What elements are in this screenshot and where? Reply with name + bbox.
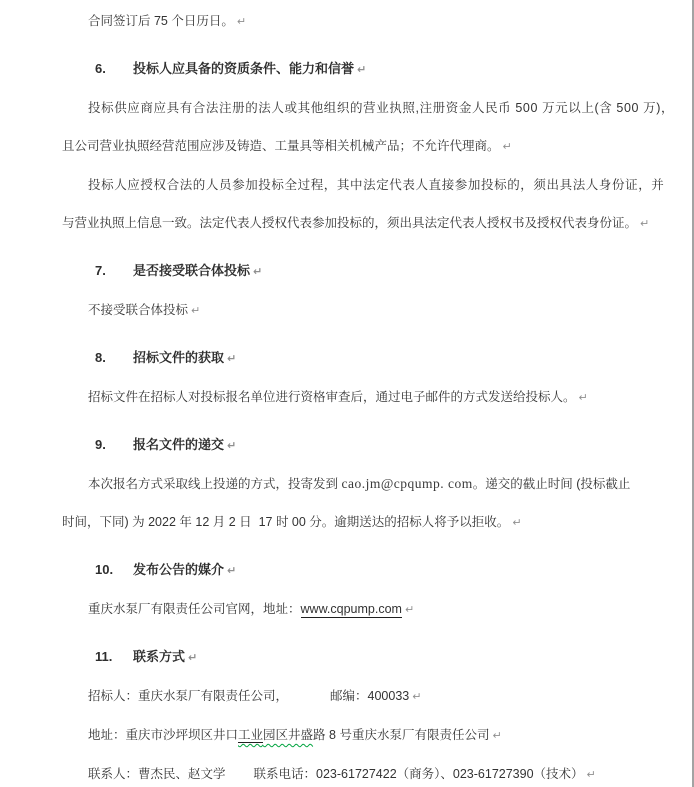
paragraph-text: 招标文件在招标人对投标报名单位进行资格审查后，通过电子邮件的方式发送给投标人。: [88, 390, 576, 404]
section-8-heading: [62, 348, 682, 369]
paragraph-mark-icon: ↵: [227, 439, 237, 452]
paragraph-text: 。递交的截止时间 (投标截止: [472, 477, 631, 491]
postcode-text: 邮编：400033: [330, 689, 410, 703]
paragraph-mark-icon: ↵: [253, 265, 263, 278]
section-10-para: [62, 599, 682, 620]
section-10-number: 10.: [95, 562, 114, 577]
paragraph-text: 合同签订后 75 个日历日。: [88, 14, 234, 28]
section-7-heading: [62, 261, 682, 282]
paragraph-text: 不接受联合体投标: [88, 303, 189, 317]
address-line: [62, 725, 682, 746]
paragraph-text: 投标供应商应具有合法注册的法人或其他组织的营业执照,注册资金人民币 500 万元以上(含 500 万)，: [88, 101, 675, 115]
submission-email-address: cao.jm@cpqump. com: [341, 476, 473, 491]
section-11-number: 11.: [95, 649, 113, 664]
section-10-title: 发布公告的媒介: [133, 562, 225, 577]
paragraph-mark-icon: ↵: [412, 690, 422, 703]
underlined-text: 工业: [238, 728, 264, 742]
paragraph-text: 时间，下同) 为 2022 年 12 月 2 日 17 时 00 分。逾期送达的招标人将予以拒收。: [62, 515, 510, 529]
paragraph-mark-icon: ↵: [227, 352, 237, 365]
section-11-heading: [62, 647, 682, 668]
section-10-heading: [62, 560, 682, 581]
tenderer-name-text: 招标人：重庆水泵厂有限责任公司，: [88, 689, 289, 703]
address-text: 路 8 号重庆水泵厂有限责任公司: [313, 728, 490, 742]
paragraph-text: 本次报名方式采取线上投递的方式，投寄发到: [88, 477, 342, 491]
section-9-title: 报名文件的递交: [133, 437, 225, 452]
section-9-para-line-1: [62, 474, 682, 494]
section-11-title: 联系方式: [133, 649, 186, 664]
section-6-para-1-line-1: [62, 98, 682, 118]
paragraph-mark-icon: ↵: [512, 516, 522, 529]
paragraph-mark-icon: ↵: [357, 63, 367, 76]
address-text: 地址：重庆市沙坪坝区井口: [88, 728, 239, 742]
section-7-title: 是否接受联合体投标: [133, 263, 251, 278]
section-8-para: [62, 387, 682, 408]
section-6-heading: [62, 59, 682, 80]
contacts-line: [62, 764, 682, 785]
section-6-para-2-line-2: [62, 213, 682, 234]
section-9-number: 9.: [95, 437, 106, 452]
paragraph-mark-icon: ↵: [404, 603, 415, 616]
paragraph-text: 投标人应授权合法的人员参加投标全过程，其中法定代表人直接参加投标的，须出具法人身份证，并: [88, 178, 665, 192]
company-website-link[interactable]: www.cqpump.com: [300, 602, 402, 616]
wavy-underline-text: 园区井盛: [263, 728, 314, 742]
section-6-para-2-line-1: [62, 175, 682, 195]
paragraph-mark-icon: ↵: [227, 564, 237, 577]
section-9-para-line-2: [62, 512, 682, 533]
paragraph-mark-icon: ↵: [586, 768, 596, 781]
paragraph-mark-icon: ↵: [578, 391, 588, 404]
paragraph-mark-icon: ↵: [640, 217, 650, 230]
paragraph-mark-icon: ↵: [188, 651, 198, 664]
tenderer-and-postcode-line: [62, 686, 682, 707]
contact-persons-text: 联系人：曹杰民、赵文学: [88, 767, 226, 781]
section-6-title: 投标人应具备的资质条件、能力和信誉: [133, 61, 355, 76]
section-8-title: 招标文件的获取: [133, 350, 225, 365]
paragraph-mark-icon: ↵: [191, 304, 201, 317]
section-7-para: [62, 300, 682, 321]
section-6-para-1-line-2: [62, 136, 682, 157]
paragraph-mark-icon: ↵: [492, 729, 502, 742]
paragraph-text: 与营业执照上信息一致。法定代表人授权代表参加投标的，须出具法定代表人授权书及授权代表身份证。: [62, 216, 638, 230]
spellcheck-marked-text: [238, 728, 313, 743]
section-7-number: 7.: [95, 263, 106, 278]
section-9-heading: [62, 435, 682, 456]
contract-duration-line: [62, 11, 682, 32]
paragraph-mark-icon: ↵: [236, 15, 247, 28]
section-8-number: 8.: [95, 350, 106, 365]
paragraph-text: 重庆水泵厂有限责任公司官网，地址：: [88, 602, 301, 616]
contact-phones-text: 联系电话：023-61727422（商务）、023-61727390（技术）: [253, 767, 584, 781]
section-6-number: 6.: [95, 61, 106, 76]
paragraph-mark-icon: ↵: [502, 140, 512, 153]
paragraph-text: 且公司营业执照经营范围应涉及铸造、工量具等相关机械产品；不允许代理商。: [62, 139, 500, 153]
